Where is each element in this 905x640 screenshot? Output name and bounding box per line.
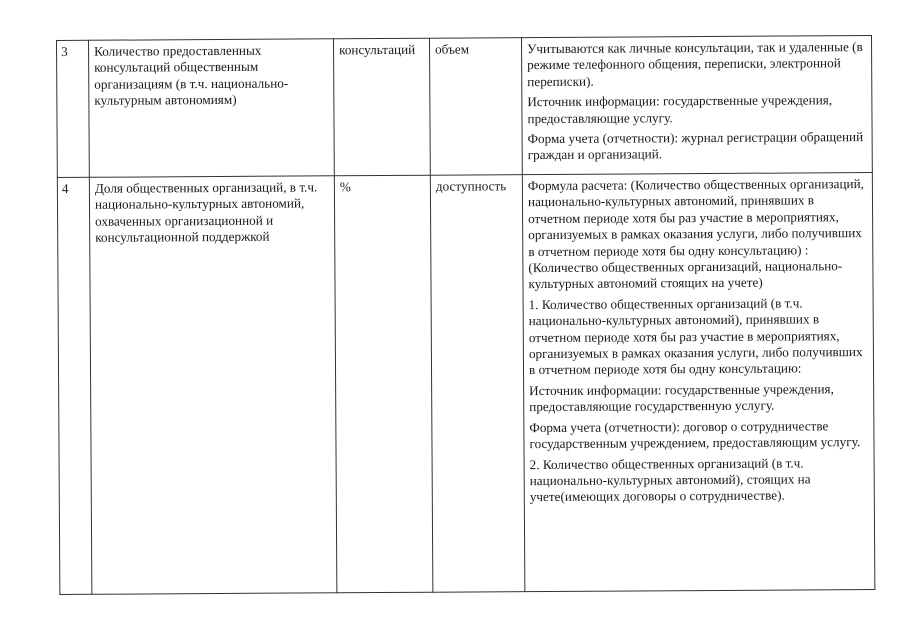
unit-of-measure: консультаций	[333, 38, 430, 176]
table-row	[57, 173, 875, 595]
note-paragraph: Источник информации: государственные учреждения, предоставляющие услугу.	[527, 92, 833, 126]
note-paragraph: Формула расчета: (Количество общественных организаций, национально-культурных автономий, принявших в отчетном периоде хотя бы раз участие в мероприятиях, организуемых в рамках оказания услуги, либо получивших в отчетном периоде хотя бы одну консультацию) : (Количество общественных организаций, национально-культурных автономий стоящих на учете)	[527, 176, 864, 292]
indicator-type: доступность	[430, 175, 525, 593]
indicators-table	[56, 35, 875, 595]
table-row	[57, 36, 873, 178]
indicator-type: объем	[429, 38, 522, 176]
unit-of-measure: %	[334, 175, 433, 593]
indicator-name: Доля общественных организаций, в т.ч. национально-культурных автономий, охваченных организационной и консультационной поддержкой	[89, 176, 337, 594]
row-number: 3	[57, 40, 90, 177]
row-number: 4	[57, 177, 92, 594]
indicator-notes	[521, 36, 872, 175]
note-paragraph: Форма учета (отчетности): договор о сотрудничестве государственным учреждением, предоставляющим услугу.	[529, 417, 861, 452]
note-paragraph: Форма учета (отчетности): журнал регистрации обращений граждан и организаций.	[527, 129, 864, 163]
indicator-name: Количество предоставленных консультаций общественным организациям (в т.ч. национально-культурным автономиям)	[89, 39, 335, 177]
note-paragraph: Источник информации: государственные учреждения, предоставляющие государственную услугу.	[529, 381, 834, 415]
note-paragraph: Учитываются как личные консультации, так и удаленные (в режиме телефонного общения, переписки, электронной переписки).	[527, 39, 863, 89]
note-paragraph: 1. Количество общественных организаций (в т.ч. национально-культурных автономий), принявших в отчетном периоде хотя бы раз участие в мероприятиях, организуемых в рамках оказания услуги, либо получивших в отчетном периоде хотя бы одну консультацию:	[528, 295, 863, 378]
indicator-notes	[522, 173, 875, 592]
note-paragraph: 2. Количество общественных организаций (в т.ч. национально-культурных автономий), стоящих на учете(имеющих договоры о сотрудничестве).	[529, 454, 811, 505]
